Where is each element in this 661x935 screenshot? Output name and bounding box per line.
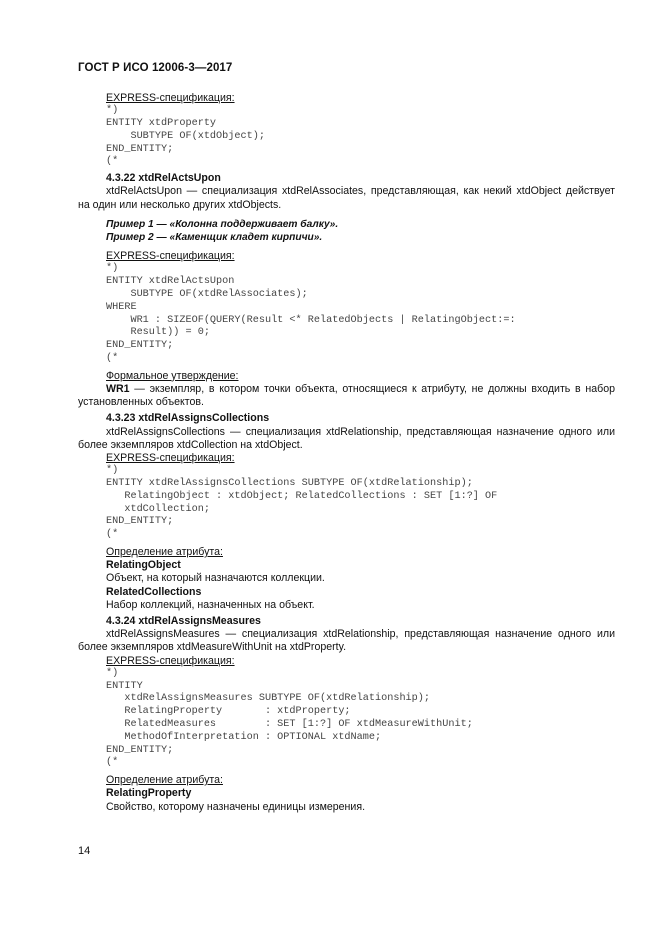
attribute-description: Набор коллекций, назначенных на объект. [106, 598, 315, 611]
formal-statement [78, 383, 615, 409]
code-line: xtdRelAssignsMeasures SUBTYPE OF(xtdRelationship); [106, 693, 431, 705]
code-line: ENTITY xtdRelAssignsCollections SUBTYPE OF(xtdRelationship); [106, 478, 473, 489]
section-paragraph: xtdRelAssignsCollections — специализация xtdRelationship, представляющая назначение одного или более экземпляров xtdCollection на xtdObject. [78, 425, 615, 451]
code-line: SUBTYPE OF(xtdObject); [106, 130, 265, 142]
code-block [78, 105, 615, 169]
code-line: ENTITY xtdRelActsUpon [106, 276, 235, 288]
express-spec-label: EXPRESS-спецификация: [106, 92, 235, 104]
code-line: RelatingProperty : xtdProperty; [106, 706, 351, 718]
code-line: END_ENTITY; [106, 516, 174, 528]
code-block [78, 465, 615, 542]
formal-statement-label: Формальное утверждение: [106, 369, 239, 382]
page-content [78, 92, 615, 814]
code-line: *) [106, 667, 119, 679]
code-line: *) [106, 263, 119, 275]
section-heading: 4.3.24 xtdRelAssignsMeasures [106, 615, 261, 627]
section-paragraph: xtdRelActsUpon — специализация xtdRelAssociates, представляющая, как некий xtdObject действует на один или несколько других xtdObjects. [78, 185, 615, 211]
code-line: (* [106, 156, 119, 168]
code-line: ENTITY xtdProperty [106, 118, 217, 129]
example-1: Пример 1 — «Колонна поддерживает балку». [106, 218, 339, 230]
attribute-name: RelatingProperty [106, 787, 192, 800]
code-line: Result)) = 0; [106, 327, 210, 339]
code-line: RelatingObject : xtdObject; RelatedCollections : SET [1:?] OF [106, 490, 498, 502]
code-line: WHERE [106, 301, 137, 313]
section-heading: 4.3.22 xtdRelActsUpon [106, 172, 221, 185]
code-line: (* [106, 757, 119, 769]
code-line: END_ENTITY; [106, 340, 174, 352]
attribute-description: Свойство, которому назначены единицы измерения. [106, 800, 366, 813]
attribute-name: RelatingObject [106, 559, 181, 572]
attribute-description: Объект, на который назначаются коллекции. [106, 572, 325, 585]
code-line: MethodOfInterpretation : OPTIONAL xtdName; [106, 731, 382, 743]
section-heading: 4.3.23 xtdRelAssignsCollections [106, 412, 270, 425]
code-line: *) [106, 105, 119, 117]
page-number: 14 [78, 845, 91, 857]
code-line: xtdCollection; [106, 503, 210, 515]
code-line: RelatedMeasures : SET [1:?] OF xtdMeasureWithUnit; [106, 719, 473, 730]
express-spec-label: EXPRESS-спецификация: [106, 452, 235, 464]
formal-term: WR1 [106, 382, 130, 395]
express-spec-label: EXPRESS-спецификация: [106, 654, 235, 667]
attribute-definition-label: Определение атрибута: [106, 545, 223, 558]
code-line: END_ENTITY; [106, 143, 174, 155]
code-block [78, 668, 615, 770]
code-line: WR1 : SIZEOF(QUERY(Result <* RelatedObjects | RelatingObject:=: [106, 314, 516, 326]
code-line: *) [106, 465, 119, 477]
code-line: SUBTYPE OF(xtdRelAssociates); [106, 289, 308, 300]
code-line: (* [106, 529, 119, 541]
express-spec-label: EXPRESS-спецификация: [106, 250, 235, 263]
section-paragraph: xtdRelAssignsMeasures — специализация xtdRelationship, представляющая назначение одного или более экземпляров xtdMeasureWithUnit на xtdProperty. [78, 628, 615, 654]
code-line: ENTITY [106, 680, 143, 692]
example-2: Пример 2 — «Каменщик кладет кирпичи». [106, 232, 323, 243]
code-line: (* [106, 352, 119, 364]
attribute-name: RelatedCollections [106, 585, 202, 598]
code-line: END_ENTITY; [106, 744, 174, 756]
formal-text: — экземпляр, в котором точки объекта, относящиеся к атрибуту, не должны входить в набор установленных объектов. [78, 382, 615, 409]
code-block [78, 263, 615, 365]
document-header: ГОСТ Р ИСО 12006-3—2017 [78, 62, 233, 74]
attribute-definition-label: Определение атрибута: [106, 774, 223, 787]
